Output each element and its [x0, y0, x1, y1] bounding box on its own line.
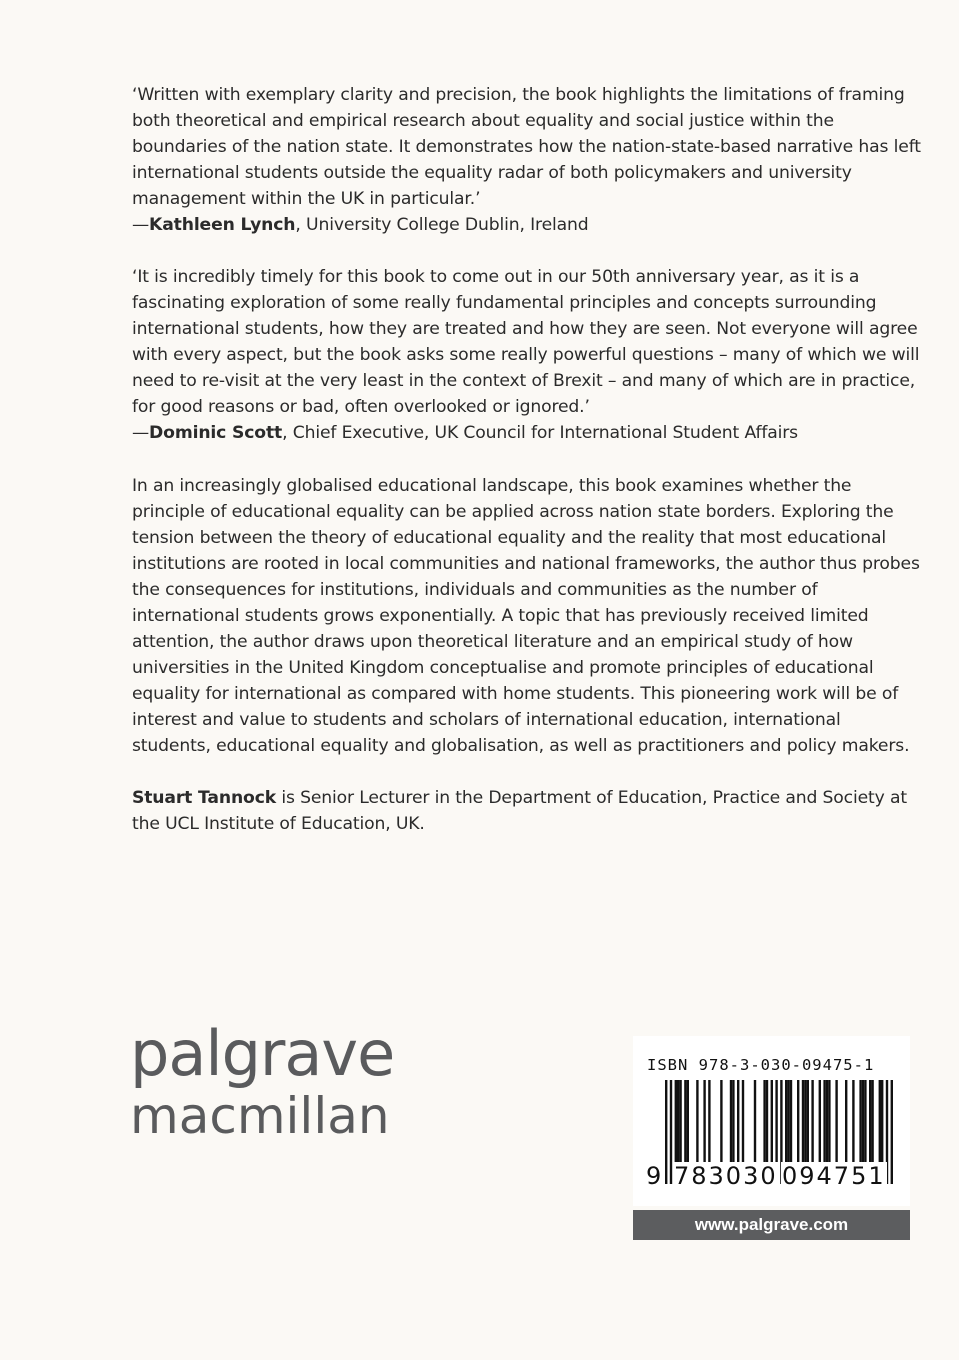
barcode-first-digit: 9 — [646, 1162, 664, 1190]
author-bio — [132, 785, 922, 837]
barcode-bar — [807, 1080, 809, 1166]
barcode-bar — [804, 1080, 806, 1166]
barcode-digit-group-2: 094751 — [782, 1162, 886, 1190]
barcode-bar — [826, 1080, 828, 1166]
barcode-bar — [679, 1080, 681, 1166]
barcode-bar — [869, 1080, 871, 1166]
quote-1-text: ‘Written with exemplary clarity and precision, the book highlights the limitations of framing both theoretical and empirical research about equality and social justice within the boundaries of the nation state. It demonstrates how the nation-state-based narrative has left international students outside the equality radar of both policymakers and university management within the UK in particular.’ — [132, 85, 921, 209]
barcode-bar — [708, 1080, 710, 1166]
barcode-bar — [687, 1080, 689, 1166]
reviewer-affiliation: , Chief Executive, UK Council for International Student Affairs — [282, 423, 798, 443]
author-bio-body: is Senior Lecturer in the Department of Education, Practice and Society at the UCL Institute of Education, UK. — [132, 788, 907, 834]
author-name: Stuart Tannock — [132, 788, 277, 808]
barcode-bar — [891, 1080, 893, 1184]
barcode-bar — [703, 1080, 705, 1166]
barcode-bar — [811, 1080, 813, 1166]
barcode-bar — [684, 1080, 686, 1166]
barcode-bar — [859, 1080, 861, 1166]
barcode-bar — [871, 1080, 873, 1166]
barcode-bar — [742, 1080, 744, 1166]
barcode-bar — [732, 1080, 734, 1166]
review-quote-1 — [132, 82, 922, 238]
barcode-bar — [766, 1080, 768, 1166]
barcode-bar — [696, 1080, 698, 1166]
barcode-bar — [787, 1080, 789, 1166]
barcode-bar — [790, 1080, 792, 1166]
barcode-bar — [828, 1080, 830, 1166]
barcode-bar — [730, 1080, 732, 1166]
barcode-bar — [852, 1080, 854, 1166]
barcode-bar — [864, 1080, 866, 1166]
barcode-bar — [763, 1080, 765, 1166]
barcode-bar — [720, 1080, 722, 1166]
barcode-bar — [785, 1080, 787, 1166]
barcode-bar — [675, 1080, 677, 1166]
barcode-bar — [737, 1080, 739, 1166]
barcode-bar — [835, 1080, 837, 1166]
attribution-dash: — — [132, 215, 150, 235]
logo-line-macmillan: macmillan — [130, 1087, 390, 1145]
publisher-logo — [130, 1018, 394, 1146]
quote-2-attribution — [132, 420, 922, 446]
description-text: In an increasingly globalised educational landscape, this book examines whether the principle of educational equality can be applied across nation state borders. Exploring the tension between the theory of educational equality and the reality that most educational institutions are rooted in local communities and national frameworks, the author thus probes the consequences for institutions, individuals and communities as the number of international students grows exponentially. A topic that has previously received limited attention, the author draws upon theoretical literature and an empirical study of how universities in the United Kingdom conceptualise and promote principles of educational equality for international as compared with home students. This pioneering work will be of interest and value to students and scholars of international education, international students, educational equality and globalisation, as well as practitioners and policy makers. — [132, 476, 920, 756]
barcode-bar — [879, 1080, 881, 1166]
barcode-bar — [845, 1080, 847, 1166]
barcode-bar — [677, 1080, 679, 1166]
reviewer-name: Kathleen Lynch — [149, 215, 296, 235]
barcode-bar — [819, 1080, 821, 1166]
book-description — [132, 473, 922, 759]
barcode-bar — [754, 1080, 756, 1166]
reviewer-name: Dominic Scott — [149, 423, 283, 443]
barcode-bar — [823, 1080, 825, 1166]
barcode-bar — [881, 1080, 883, 1166]
isbn-barcode — [633, 1036, 910, 1206]
barcode-bar — [665, 1080, 667, 1184]
barcode-bar — [802, 1080, 804, 1166]
attribution-dash: — — [132, 423, 150, 443]
quote-2-text: ‘It is incredibly timely for this book to come out in our 50th anniversary year, as it is a fascinating exploration of some really fundamental principles and concepts surrounding international students, how they are treated and how they are seen. Not everyone will agree with every aspect, but the book asks some really powerful questions – many of which we will need to re-visit at the very least in the context of Brexit – and many of which are in practice, for good reasons or bad, often overlooked or ignored.’ — [132, 267, 920, 417]
publisher-url[interactable]: www.palgrave.com — [633, 1210, 910, 1240]
reviewer-affiliation: , University College Dublin, Ireland — [295, 215, 589, 235]
author-bio-text — [132, 785, 922, 837]
barcode-bar — [862, 1080, 864, 1166]
barcode-bar — [797, 1080, 799, 1166]
quote-1-attribution — [132, 212, 922, 238]
logo-line-palgrave: palgrave — [130, 1017, 395, 1090]
barcode-digit-group-1: 783030 — [674, 1162, 778, 1190]
review-quote-2 — [132, 264, 922, 446]
barcode-bar — [771, 1080, 773, 1166]
isbn-label: ISBN 978-3-030-09475-1 — [647, 1056, 875, 1074]
barcode-bar — [670, 1080, 672, 1184]
